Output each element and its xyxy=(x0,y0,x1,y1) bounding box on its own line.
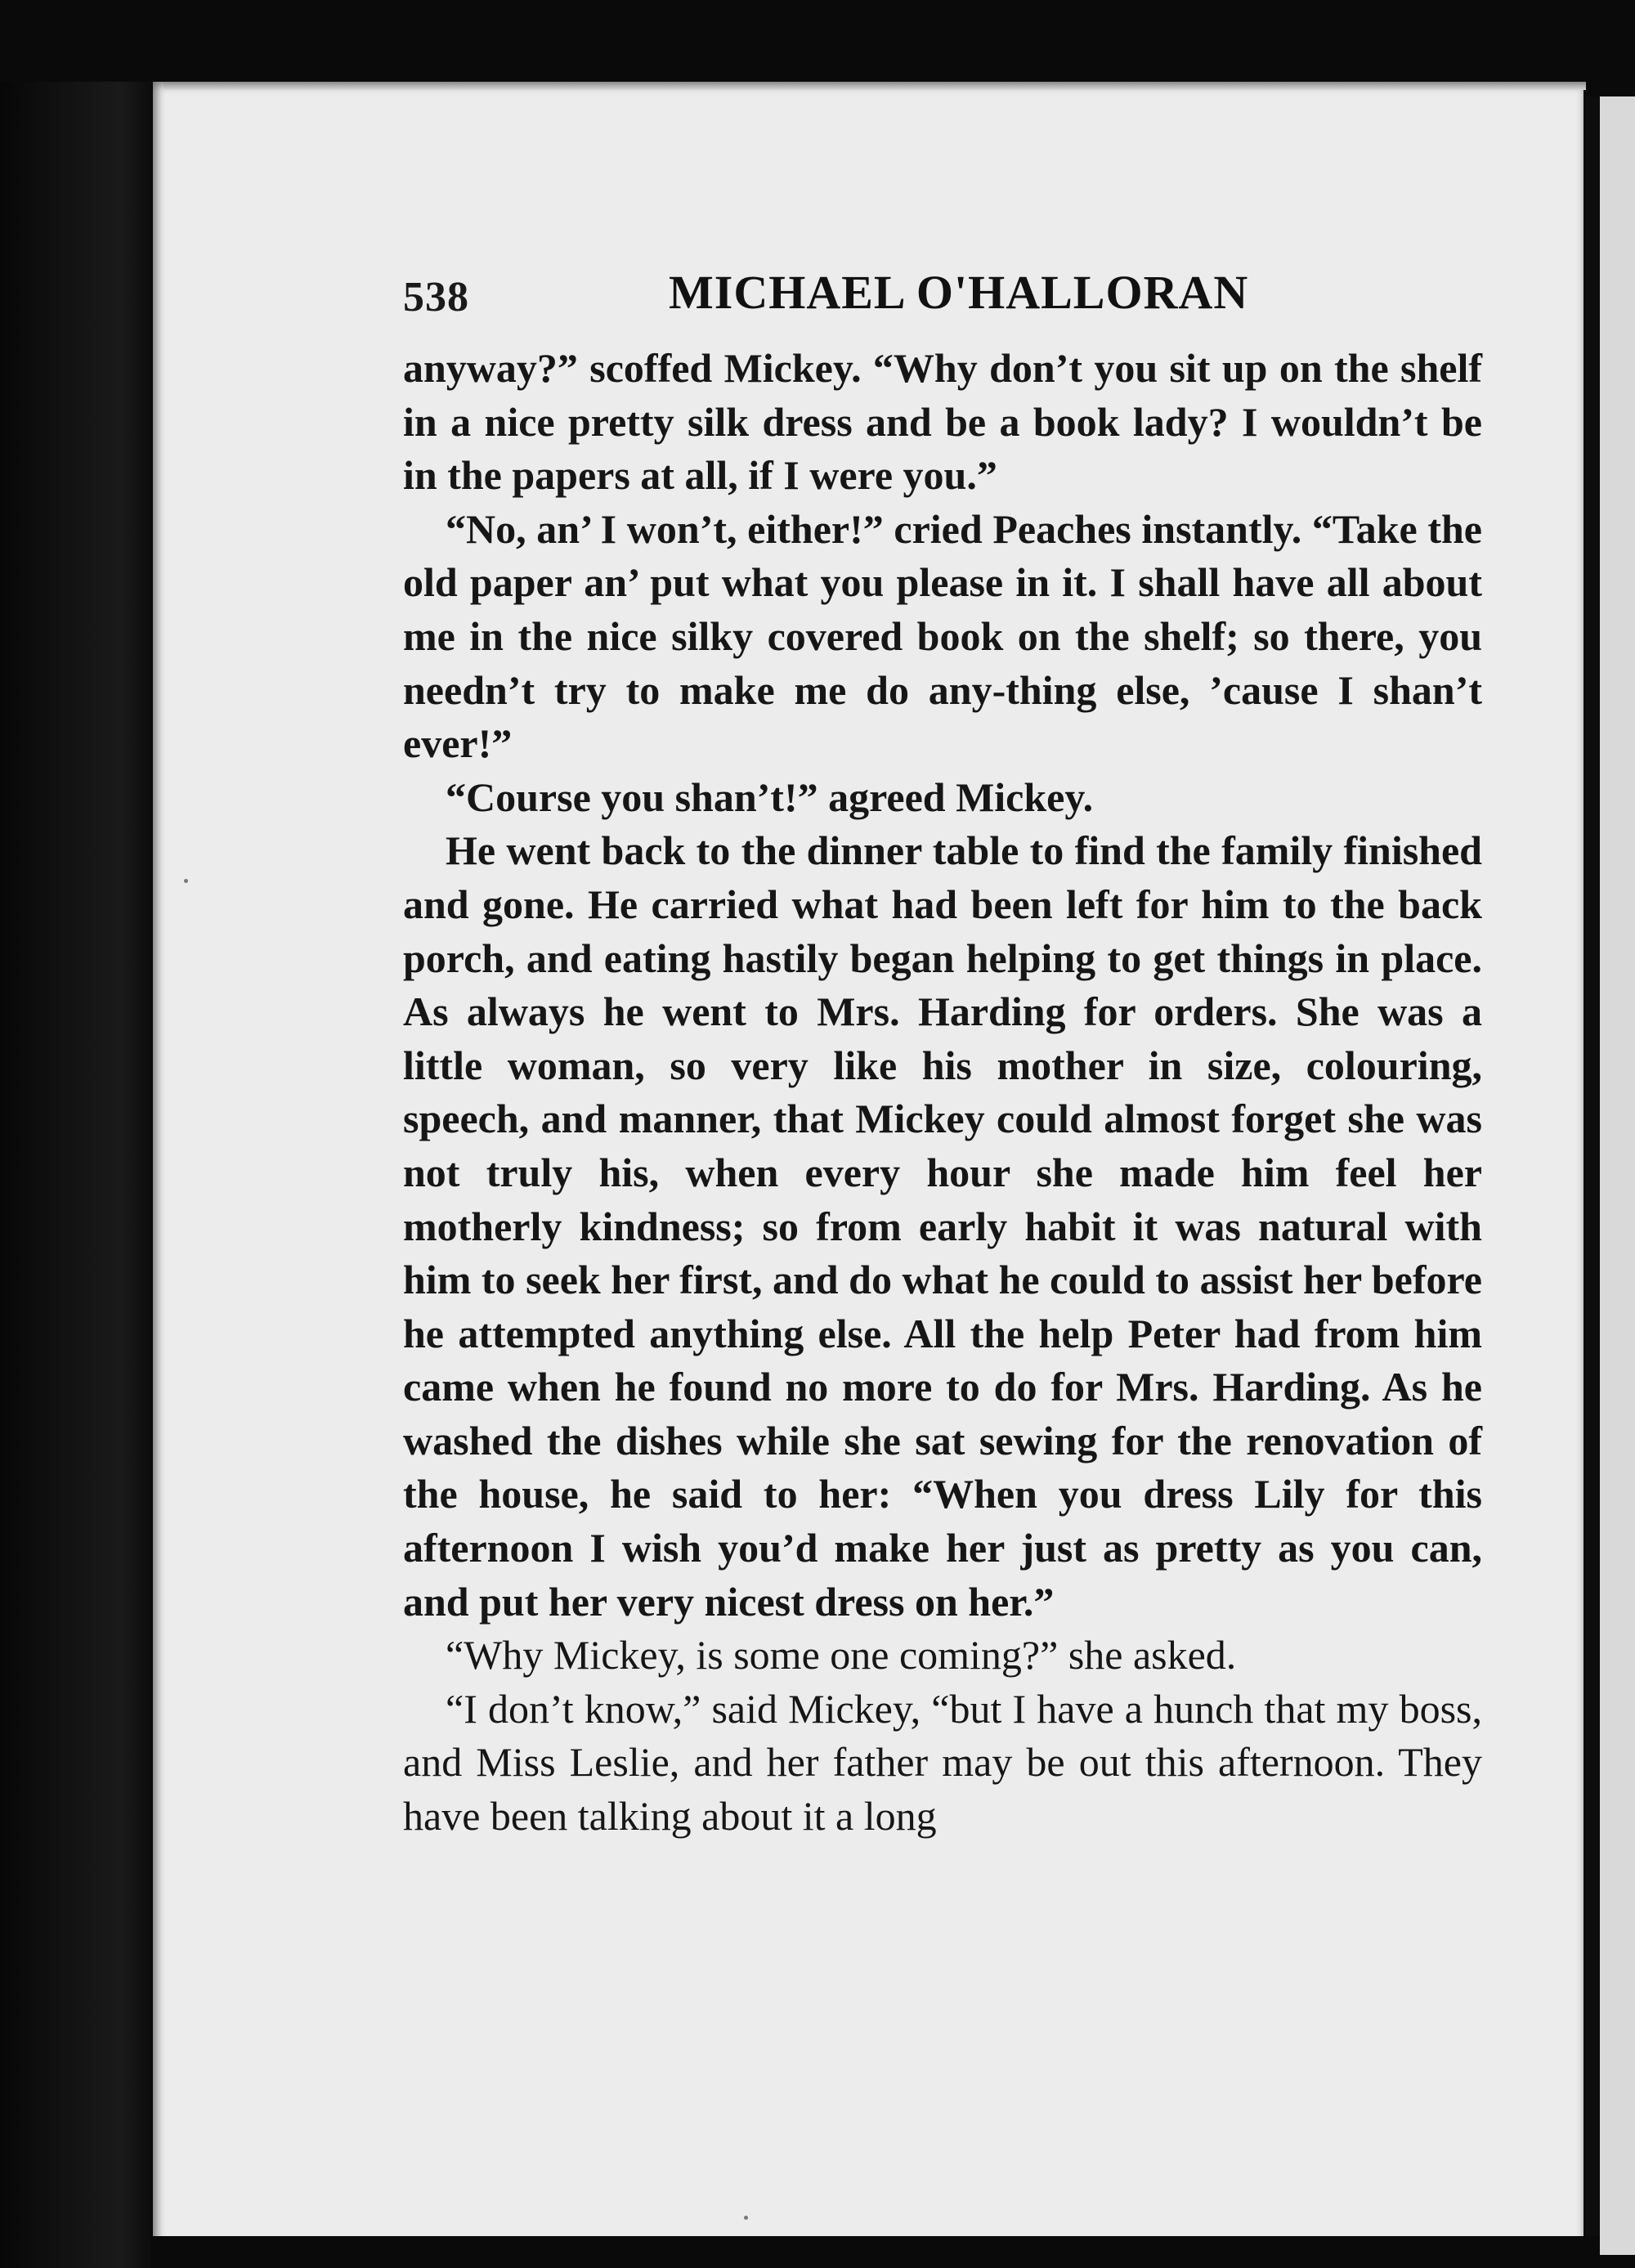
page-number: 538 xyxy=(403,274,469,320)
paragraph: He went back to the dinner table to find the family finished and gone. He carried what had been left for him to the back porch, and eating hastily began helping to get things in place. As always he went to Mrs. Harding for orders. She was a little woman, so very like his mother in size, colouring, speech, and manner, that Mickey could almost forget she was not truly his, when every hour she made him feel her motherly kindness; so from early habit it was natural with him to seek her first, and do what he could to assist her before he attempted anything else. All the help Peter had from him came when he found no more to do for Mrs. Harding. As he washed the dishes while she sat sewing for the renovation of the house, he said to her: “When you dress Lily for this afternoon I wish you’d make her just as pretty as you can, and put her very nicest dress on her.” xyxy=(403,827,1482,1625)
running-head: MICHAEL O'HALLORAN xyxy=(669,266,1249,319)
scan-speck xyxy=(744,2216,748,2220)
paragraph: “No, an’ I won’t, either!” cried Peaches instantly. “Take the old paper an’ put what you please in it. I shall have all about me in the nice silky covered book on the shelf; so there, you needn’t try to make me do any-thing else, ’cause I shan’t ever!” xyxy=(403,505,1482,767)
page-bottom-edge xyxy=(153,2236,1600,2268)
paragraph: anyway?” scoffed Mickey. “Why don’t you sit up on the shelf in a nice pretty silk dress and be a book lady? I wouldn’t be in the papers at all, if I were you.” xyxy=(403,345,1482,499)
page-top-edge xyxy=(164,82,1586,90)
body-text xyxy=(403,342,1482,1844)
book-binding-edge xyxy=(0,82,151,2268)
paragraph: “Course you shan’t!” agreed Mickey. xyxy=(446,773,1094,820)
page-header xyxy=(403,260,1482,325)
page-gutter-right xyxy=(1583,96,1600,2255)
paragraph: “I don’t know,” said Mickey, “but I have a hunch that my boss, and Miss Leslie, and her father may be out this afternoon. They have been talking about it a long xyxy=(403,1685,1482,1840)
next-page-edge xyxy=(1600,96,1635,2255)
scan-speck xyxy=(184,879,188,883)
paragraph: “Why Mickey, is some one coming?” she asked. xyxy=(446,1632,1237,1679)
